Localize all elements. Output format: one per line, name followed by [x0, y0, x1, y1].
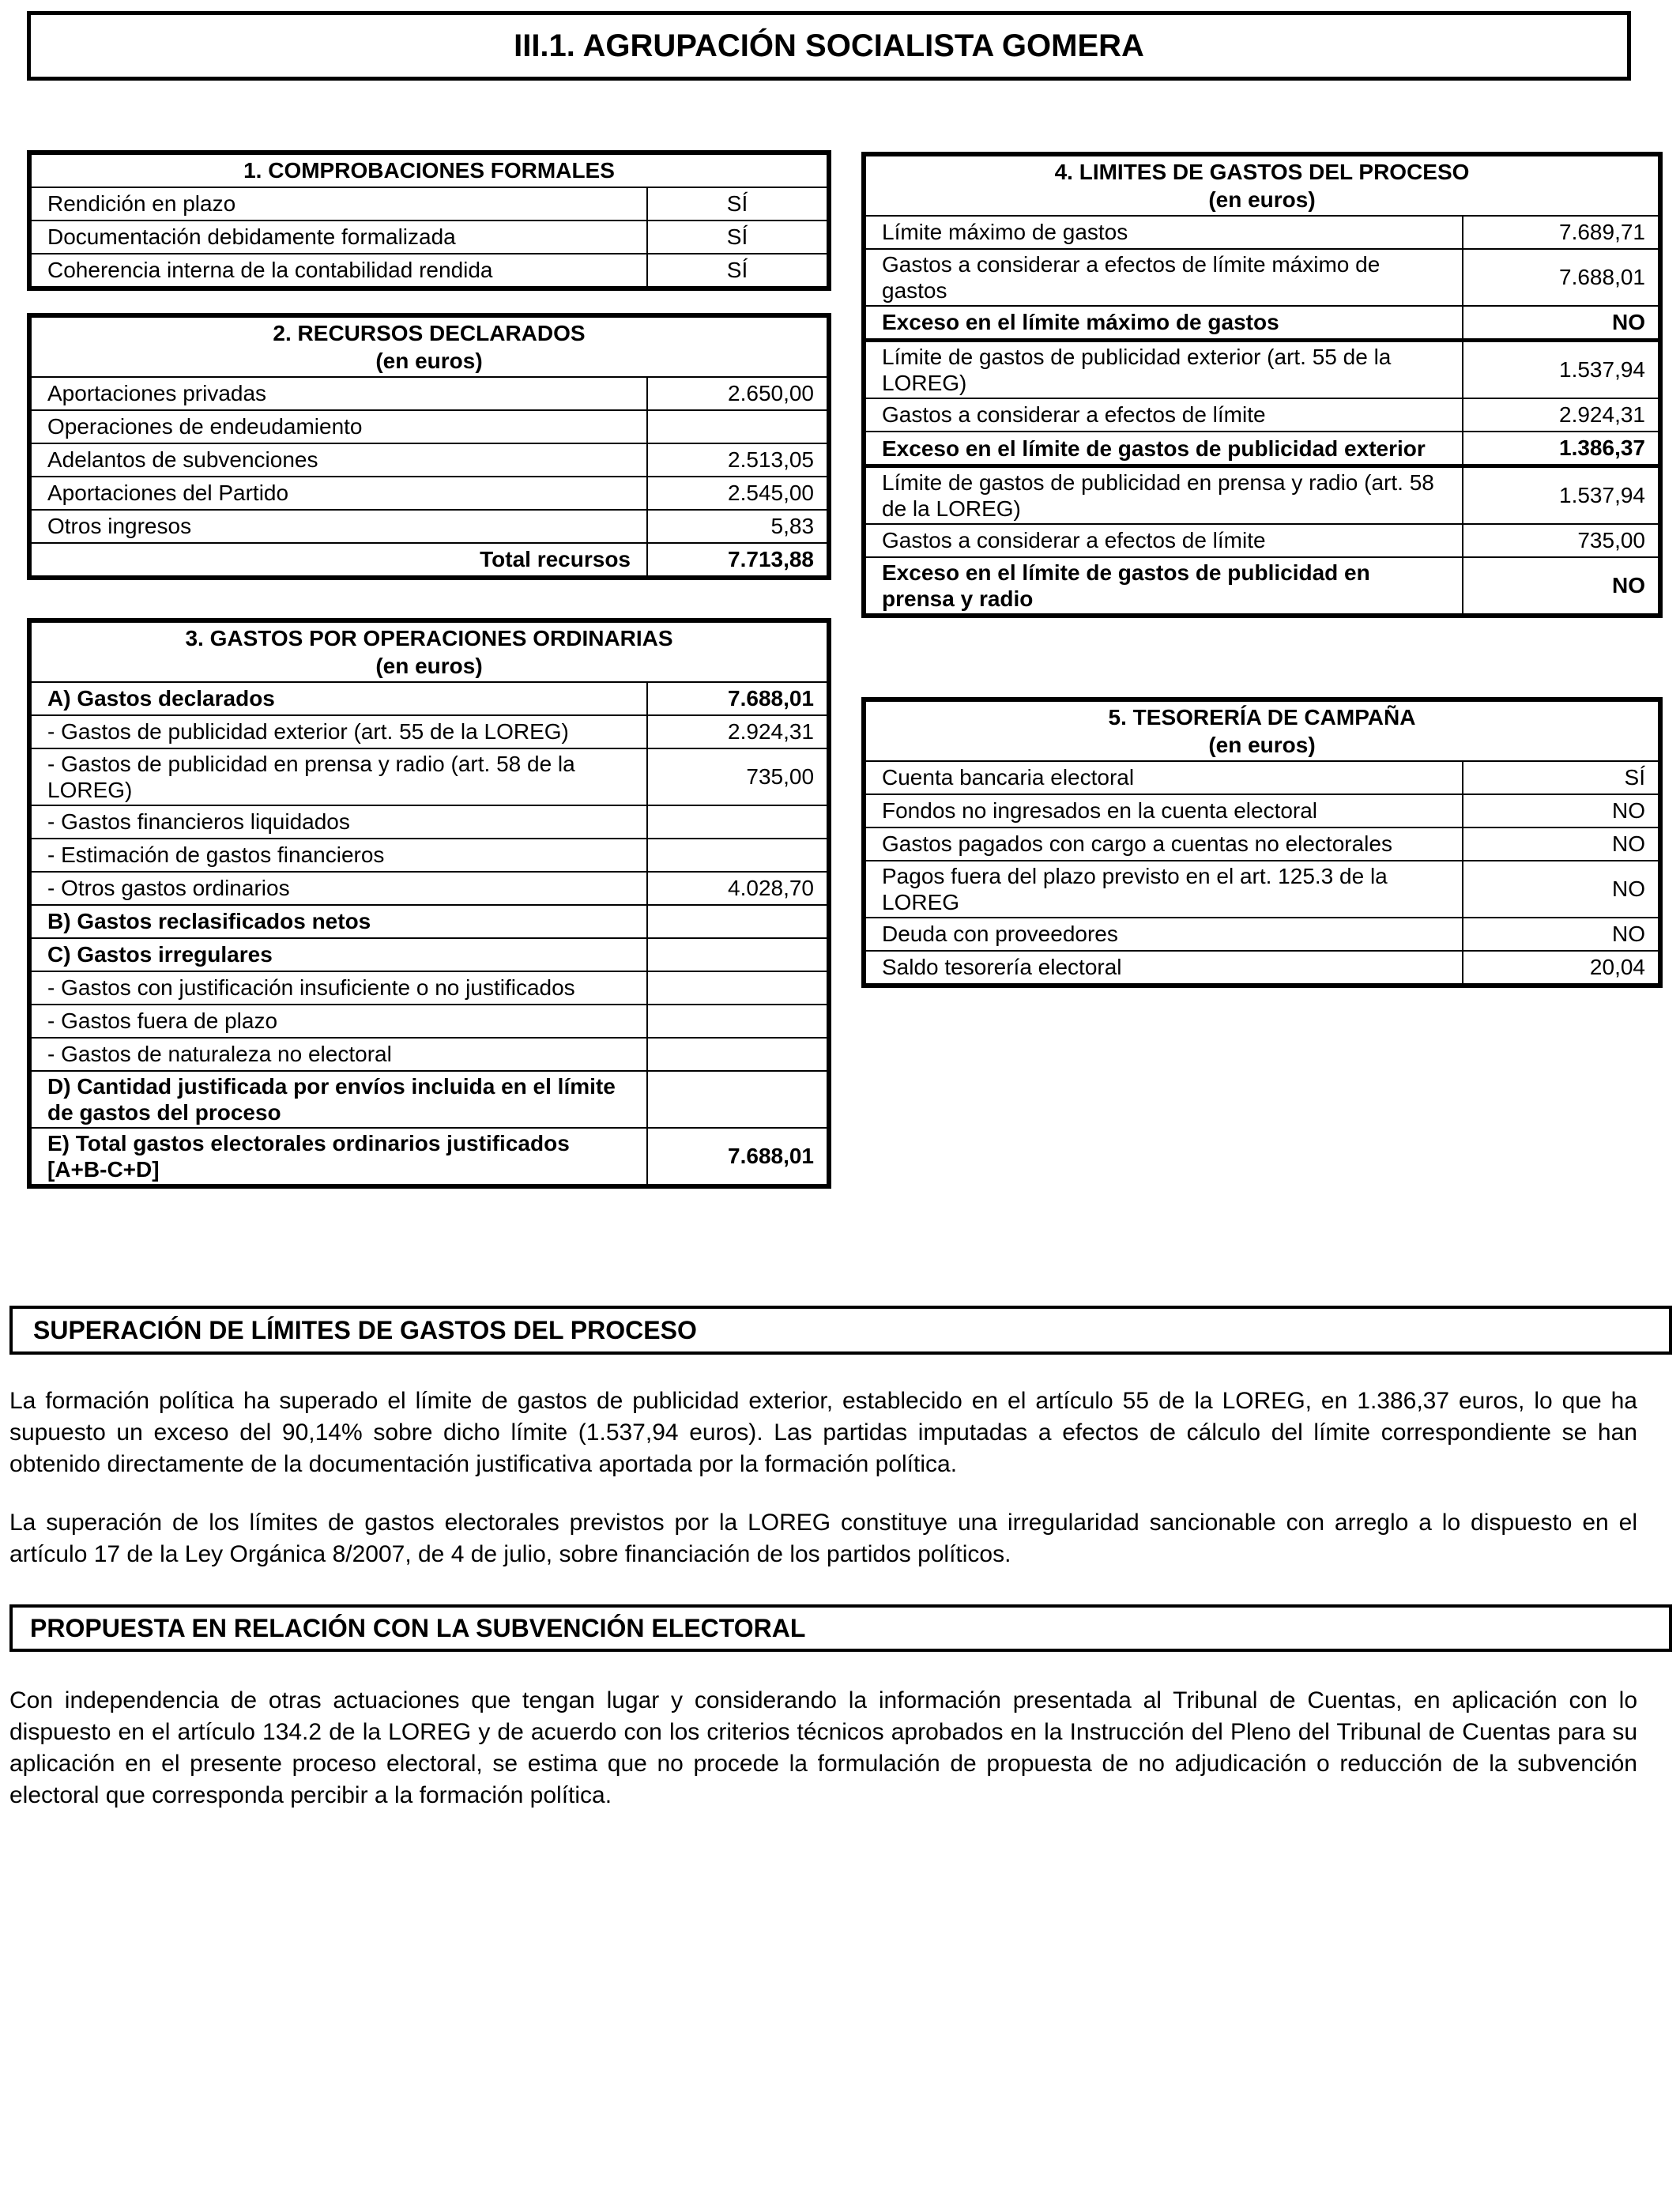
- table-subtitle: (en euros): [1208, 187, 1316, 212]
- table-row: Límite de gastos de publicidad en prensa y radio (art. 58 de la LOREG) 1.537,94: [864, 466, 1660, 525]
- propuesta-heading-box: [9, 1604, 1672, 1652]
- table-row: Gastos a considerar a efectos de límite 735,00: [864, 524, 1660, 557]
- comprobaciones-formales-table: [27, 150, 831, 291]
- table-row: - Gastos fuera de plazo: [29, 1005, 829, 1038]
- section-heading: PROPUESTA EN RELACIÓN CON LA SUBVENCIÓN ELECTORAL: [30, 1613, 806, 1642]
- table-row: Límite de gastos de publicidad exterior (art. 55 de la LOREG) 1.537,94: [864, 341, 1660, 399]
- table-row: Aportaciones del Partido 2.545,00: [29, 477, 829, 510]
- table-row: - Gastos de publicidad en prensa y radio (art. 58 de la LOREG) 735,00: [29, 748, 829, 805]
- table-row: Fondos no ingresados en la cuenta electoral NO: [864, 794, 1660, 827]
- table-subtitle: (en euros): [375, 349, 483, 373]
- table-row: - Gastos financieros liquidados: [29, 805, 829, 839]
- table-row: - Estimación de gastos financieros: [29, 839, 829, 872]
- table-row: Deuda con proveedores NO: [864, 918, 1660, 951]
- table-row: Operaciones de endeudamiento: [29, 410, 829, 443]
- table-row: Rendición en plazo SÍ: [29, 187, 829, 221]
- table-row: Gastos pagados con cargo a cuentas no electorales NO: [864, 827, 1660, 861]
- table-row: Aportaciones privadas 2.650,00: [29, 377, 829, 410]
- table-row: Límite máximo de gastos 7.689,71: [864, 216, 1660, 249]
- table-title: 4. LIMITES DE GASTOS DEL PROCESO: [1054, 160, 1470, 184]
- tesoreria-campana-table: [861, 697, 1663, 988]
- superacion-paragraph-2: La superación de los límites de gastos electorales previstos por la LOREG constituye una irregularidad sancionable con arreglo a lo dispuesto en el artículo 17 de la Ley Orgánica 8/2007, de 4 de julio, sobre financiación de los partidos políticos.: [9, 1510, 1637, 1567]
- table-row: - Gastos de naturaleza no electoral: [29, 1038, 829, 1071]
- table-row: E) Total gastos electorales ordinarios justificados [A+B-C+D] 7.688,01: [29, 1128, 829, 1186]
- table-row: Gastos a considerar a efectos de límite máximo de gastos 7.688,01: [864, 249, 1660, 306]
- table-row: Gastos a considerar a efectos de límite 2.924,31: [864, 398, 1660, 432]
- propuesta-paragraph-1: Con independencia de otras actuaciones que tengan lugar y considerando la información presentada al Tribunal de Cuentas, en aplicación con lo dispuesto en el artículo 134.2 de la LOREG y de acuerdo con los criterios técnicos aprobados en la Instrucción del Pleno del Tribunal de Cuentas para su aplicación en el presente proceso electoral, se estima que no procede la formulación de propuesta de no adjudicación o reducción de la subvención electoral que corresponda percibir a la formación política.: [9, 1687, 1637, 1808]
- table-row: Coherencia interna de la contabilidad rendida SÍ: [29, 254, 829, 288]
- table-title: 2. RECURSOS DECLARADOS: [273, 321, 586, 345]
- table-row: - Gastos de publicidad exterior (art. 55 de la LOREG) 2.924,31: [29, 715, 829, 748]
- table-title: 5. TESORERÍA DE CAMPAÑA: [1108, 705, 1416, 729]
- table-row: Exceso en el límite máximo de gastos NO: [864, 306, 1660, 341]
- superacion-heading-box: [9, 1306, 1672, 1355]
- limites-gastos-table: [861, 152, 1663, 618]
- document-title-box: [27, 11, 1631, 81]
- table-title: 3. GASTOS POR OPERACIONES ORDINARIAS: [185, 626, 673, 650]
- total-row: Total recursos 7.713,88: [29, 543, 829, 578]
- table-row: - Gastos con justificación insuficiente o no justificados: [29, 971, 829, 1005]
- table-row: Pagos fuera del plazo previsto en el art. 125.3 de la LOREG NO: [864, 861, 1660, 918]
- table-row: Adelantos de subvenciones 2.513,05: [29, 443, 829, 477]
- table-row: B) Gastos reclasificados netos: [29, 905, 829, 938]
- gastos-ordinarios-table: [27, 618, 831, 1189]
- table-row: - Otros gastos ordinarios 4.028,70: [29, 872, 829, 905]
- superacion-paragraph-1: La formación política ha superado el límite de gastos de publicidad exterior, establecido en el artículo 55 de la LOREG, en 1.386,37 euros, lo que ha supuesto un exceso del 90,14% sobre dicho límite (1.537,94 euros). Las partidas imputadas a efectos de cálculo del límite correspondiente se han obtenido directamente de la documentación justificativa aportada por la formación política.: [9, 1388, 1637, 1477]
- table-title: 1. COMPROBACIONES FORMALES: [29, 153, 829, 187]
- table-subtitle: (en euros): [375, 654, 483, 678]
- section-heading: SUPERACIÓN DE LÍMITES DE GASTOS DEL PROCESO: [33, 1315, 697, 1344]
- table-subtitle: (en euros): [1208, 733, 1316, 757]
- table-row: Cuenta bancaria electoral SÍ: [864, 761, 1660, 794]
- table-row: Exceso en el límite de gastos de publicidad exterior 1.386,37: [864, 432, 1660, 466]
- table-row: Saldo tesorería electoral 20,04: [864, 951, 1660, 986]
- recursos-declarados-table: [27, 313, 831, 580]
- table-row: D) Cantidad justificada por envíos incluida en el límite de gastos del proceso: [29, 1071, 829, 1128]
- table-row: Otros ingresos 5,83: [29, 510, 829, 543]
- table-row: Documentación debidamente formalizada SÍ: [29, 221, 829, 254]
- table-row: Exceso en el límite de gastos de publicidad en prensa y radio NO: [864, 557, 1660, 616]
- table-row: C) Gastos irregulares: [29, 938, 829, 971]
- table-row: A) Gastos declarados 7.688,01: [29, 682, 829, 715]
- document-title: III.1. AGRUPACIÓN SOCIALISTA GOMERA: [514, 28, 1144, 63]
